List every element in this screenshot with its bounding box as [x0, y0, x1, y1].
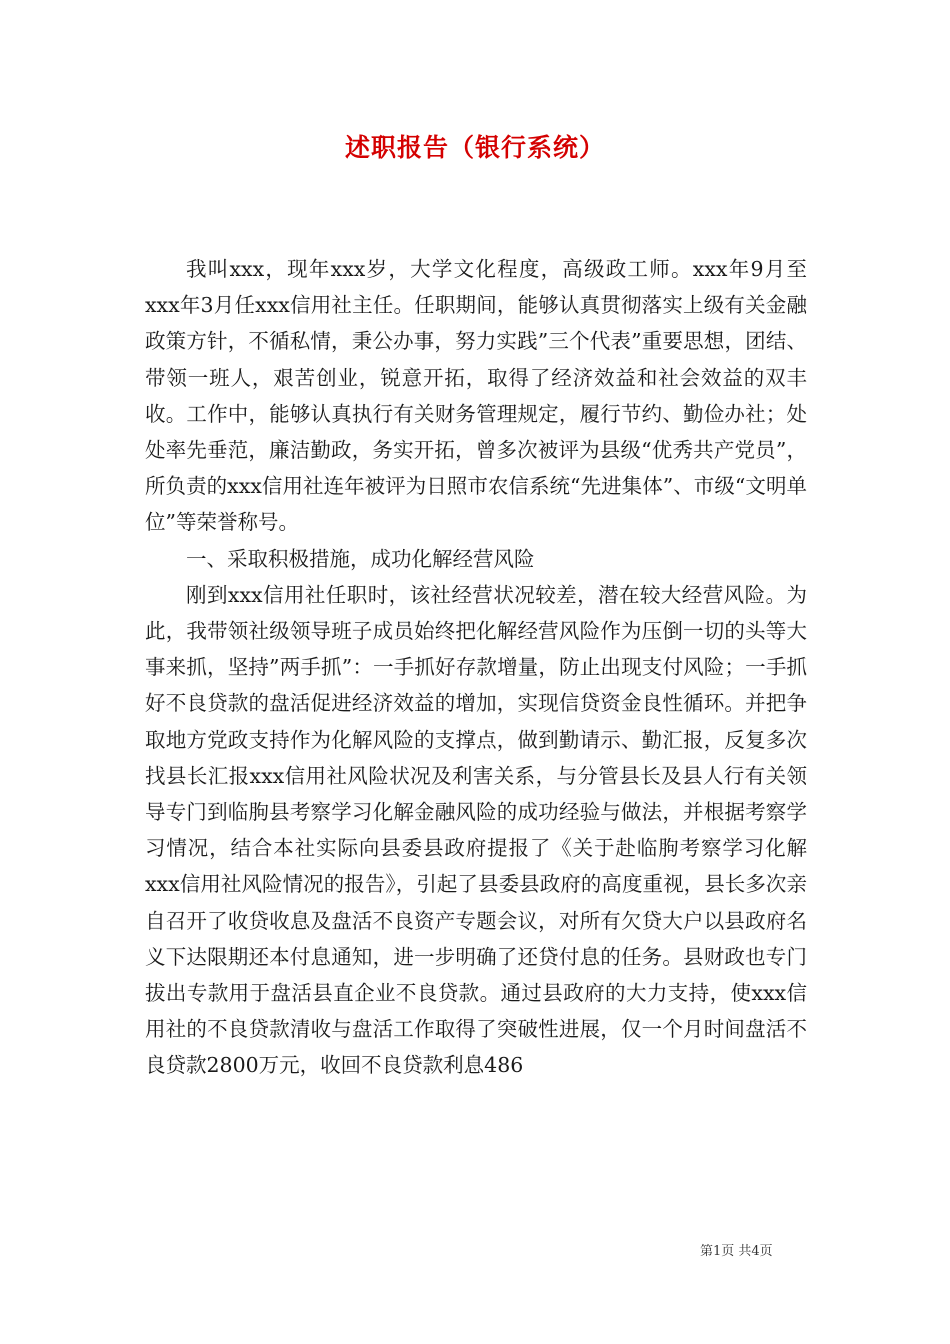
document-body — [145, 251, 807, 1084]
intro-paragraph: 我叫xxx，现年xxx岁，大学文化程度，高级政工师。xxx年9月至xxx年3月任xxx信用社主任。任职期间，能够认真贯彻落实上级有关金融政策方针，不循私情，秉公办事，努力实践”三个代表”重要思想，团结、带领一班人，艰苦创业，锐意开拓，取得了经济效益和社会效益的双丰收。工作中，能够认真执行有关财务管理规定，履行节约、勤俭办社；处处率先垂范，廉洁勤政，务实开拓，曾多次被评为县级“优秀共产党员”，所负责的xxx信用社连年被评为日照市农信系统“先进集体”、市级“文明单位”等荣誉称号。 — [145, 257, 807, 535]
section-heading: 一、采取积极措施，成功化解经营风险 — [186, 546, 535, 571]
section-paragraph: 刚到xxx信用社任职时，该社经营状况较差，潜在较大经营风险。为此，我带领社级领导班子成员始终把化解经营风险作为压倒一切的头等大事来抓，坚持”两手抓”：一手抓好存款增量，防止出现支付风险；一手抓好不良贷款的盘活促进经济效益的增加，实现信贷资金良性循环。并把争取地方党政支持作为化解风险的支撑点，做到勤请示、勤汇报，反复多次找县长汇报xxx信用社风险状况及利害关系，与分管县长及县人行有关领导专门到临朐县考察学习化解金融风险的成功经验与做法，并根据考察学习情况，结合本社实际向县委县政府提报了《关于赴临朐考察学习化解xxx信用社风险情况的报告》，引起了县委县政府的高度重视，县长多次亲自召开了收贷收息及盘活不良资产专题会议，对所有欠贷大户以县政府名义下达限期还本付息通知，进一步明确了还贷付息的任务。县财政也专门拔出专款用于盘活县直企业不良贷款。通过县政府的大力支持，使xxx信用社的不良贷款清收与盘活工作取得了突破性进展，仅一个月时间盘活不良贷款2800万元，收回不良贷款利息486 — [145, 582, 807, 1078]
document-title: 述职报告（银行系统） — [344, 133, 605, 162]
page-number-footer: 第1页 共4页 — [700, 1244, 773, 1259]
